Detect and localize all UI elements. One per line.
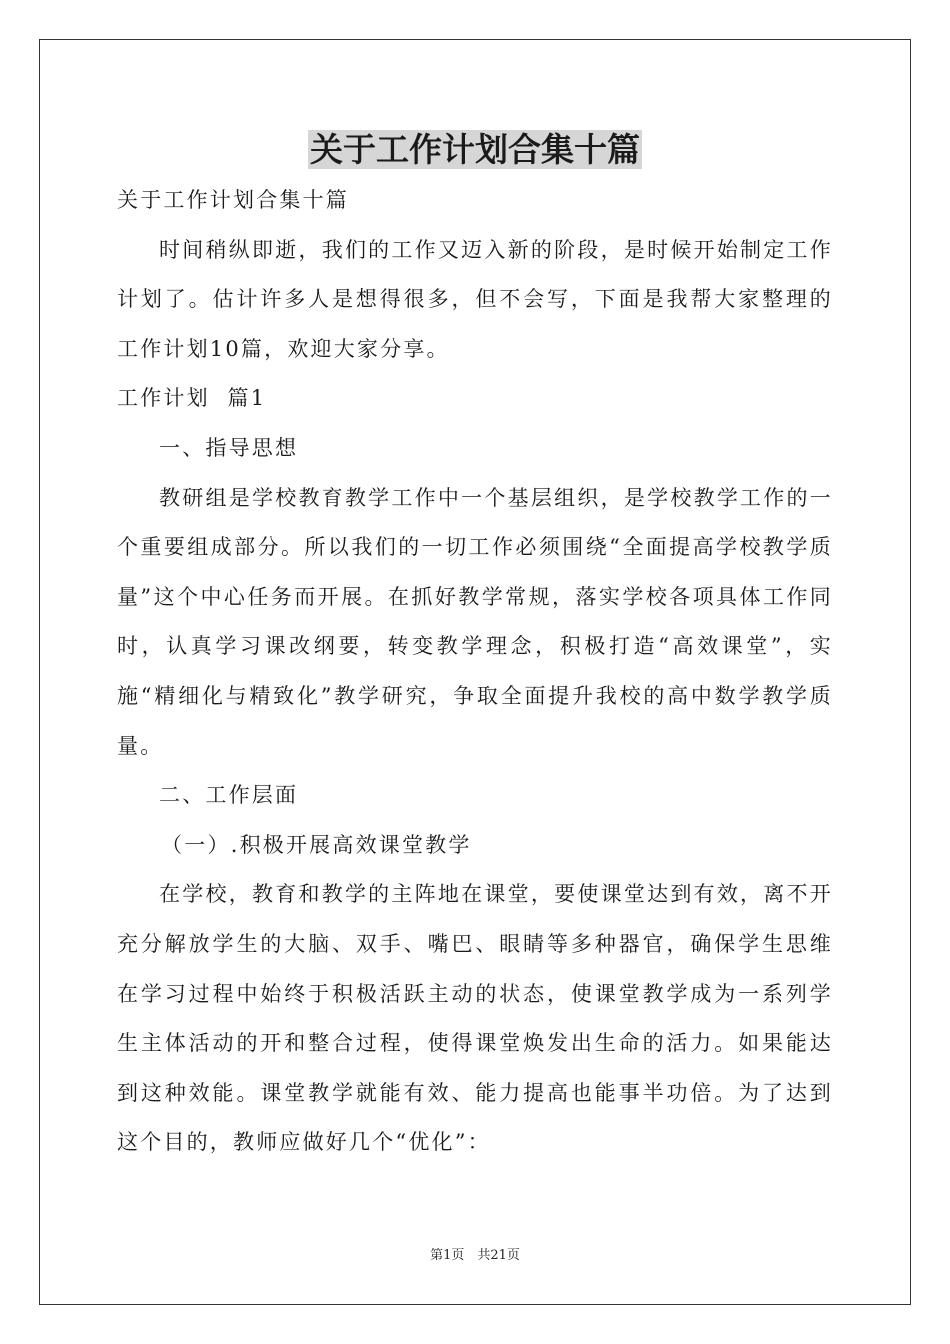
paragraph-efficient-classroom: 在学校，教育和教学的主阵地在课堂，要使课堂达到有效，离不开充分解放学生的大脑、双手、嘴巴、眼睛等多种器官，确保学生思维在学习过程中始终于积极活跃主动的状态，使课堂教学成为一系列学生主体活动的开和整合过程，使得课堂焕发出生命的活力。如果能达到这种效能。课堂教学就能有效、能力提高也能事半功倍。为了达到这个目的，教师应做好几个“优化”： [117, 882, 833, 1155]
intro-paragraph: 时间稍纵即逝，我们的工作又迈入新的阶段，是时候开始制定工作计划了。估计许多人是想得很多，但不会写，下面是我帮大家整理的工作计划10篇，欢迎大家分享。 [117, 237, 833, 361]
document-title-text: 关于工作计划合集十篇 [310, 130, 640, 169]
heading-guiding-ideology: 一、指导思想 [159, 435, 299, 460]
document-subtitle: 关于工作计划合集十篇 [117, 188, 349, 212]
heading-work-level: 二、工作层面 [159, 783, 299, 808]
heading-efficient-classroom: （一）.积极开展高效课堂教学 [161, 832, 472, 857]
paragraph-guiding-ideology: 教研组是学校教育教学工作中一个基层组织，是学校教学工作的一个重要组成部分。所以我们的一切工作必须围绕“全面提高学校教学质量”这个中心任务而开展。在抓好教学常规，落实学校各项具体工作同时，认真学习课改纲要，转变教学理念，积极打造“高效课堂”，实施“精细化与精致化”教学研究，争取全面提升我校的高中数学教学质量。 [117, 485, 833, 758]
document-body [117, 176, 833, 1168]
section-heading: 工作计划 篇1 [117, 386, 267, 411]
document-title [0, 124, 950, 176]
page-footer: 第1页 共21页 [430, 1248, 520, 1263]
